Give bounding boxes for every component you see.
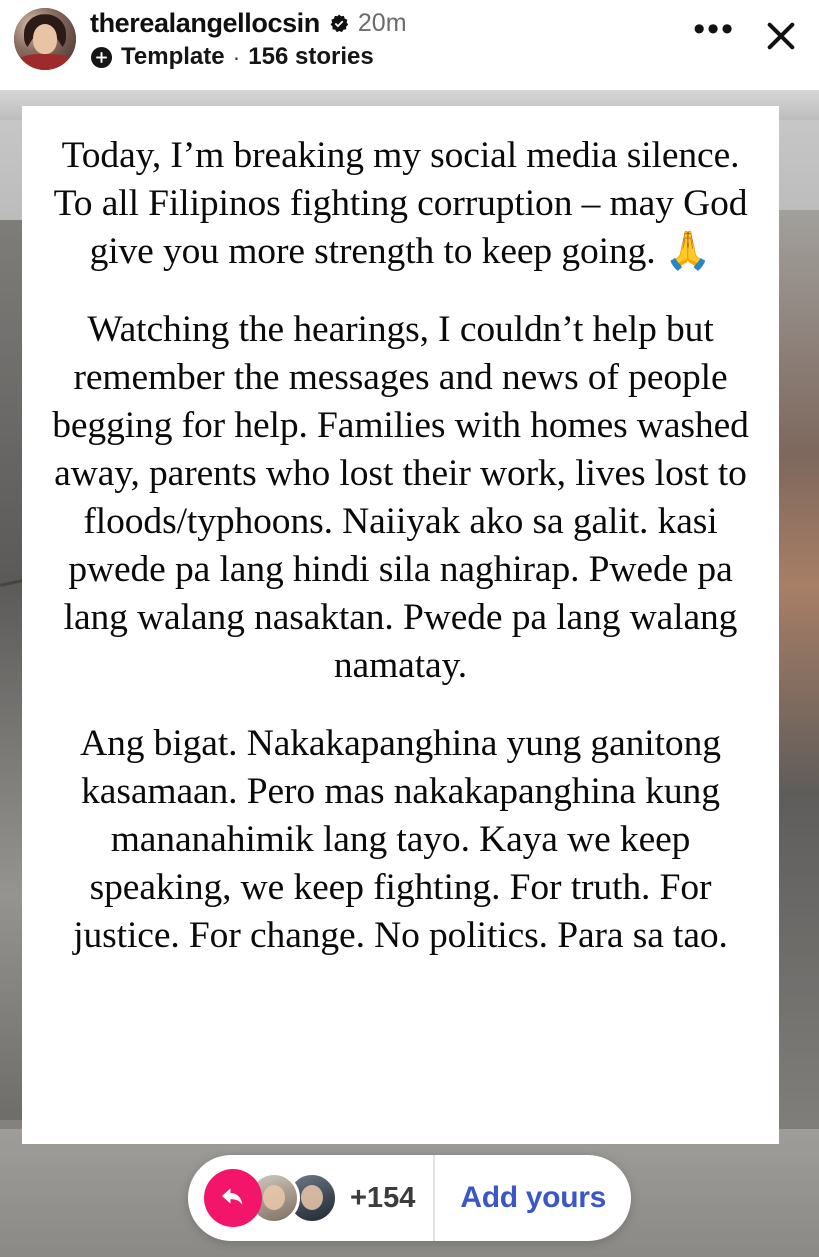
add-yours-participants[interactable] <box>188 1155 433 1241</box>
add-yours-button[interactable] <box>435 1155 631 1241</box>
avatar-body-shape <box>19 54 71 70</box>
story-timestamp: 20m <box>357 9 407 37</box>
participant-thumbnail-shape <box>301 1185 323 1210</box>
story-paragraph-3: Ang bigat. Nakakapanghina yung ganitong kasamaan. Pero mas nakakapanghina kung mananahimik lang tayo. Kaya we keep speaking, we keep fighting. For truth. For justice. For change. No politics. Para sa tao. <box>73 723 728 956</box>
username[interactable]: therealangellocsin <box>90 8 320 38</box>
header-actions <box>693 6 801 56</box>
close-icon[interactable] <box>761 16 801 56</box>
reply-arrow-icon[interactable] <box>204 1169 262 1227</box>
more-options-icon[interactable]: ••• <box>693 10 735 48</box>
header-primary-line <box>90 8 693 39</box>
meta-separator: · <box>232 43 241 70</box>
stories-count[interactable]: 156 stories <box>248 43 374 70</box>
background-right-strip <box>779 210 819 1150</box>
add-yours-label: Add yours <box>460 1181 606 1214</box>
story-text-card <box>22 106 779 1144</box>
participant-thumbnail-shape <box>263 1185 285 1210</box>
template-label[interactable]: Template <box>121 43 225 70</box>
story-paragraph-2: Watching the hearings, I couldn’t help but remember the messages and news of people begging for help. Families with homes washed away, parents who lost their work, lives lost to floods/typhoons. Naiiyak ako sa galit. kasi pwede pa lang hindi sila naghirap. Pwede pa lang walang nasaktan. Pwede pa lang walang namatay. <box>52 309 749 686</box>
participant-count: +154 <box>350 1181 416 1214</box>
story-paragraph-1: Today, I’m breaking my social media silence. To all Filipinos fighting corruption – may God give you more strength to keep going. 🙏 <box>53 135 748 272</box>
avatar-face-shape <box>33 24 58 54</box>
header-meta <box>90 6 693 71</box>
add-yours-sticker[interactable] <box>188 1155 631 1241</box>
story-header <box>0 0 819 90</box>
add-yours-template-icon <box>90 46 113 69</box>
story-text-block <box>44 132 757 960</box>
story-media[interactable] <box>0 90 819 1257</box>
avatar[interactable] <box>14 8 76 70</box>
header-secondary-line <box>90 43 693 71</box>
verified-badge-icon <box>328 13 350 35</box>
